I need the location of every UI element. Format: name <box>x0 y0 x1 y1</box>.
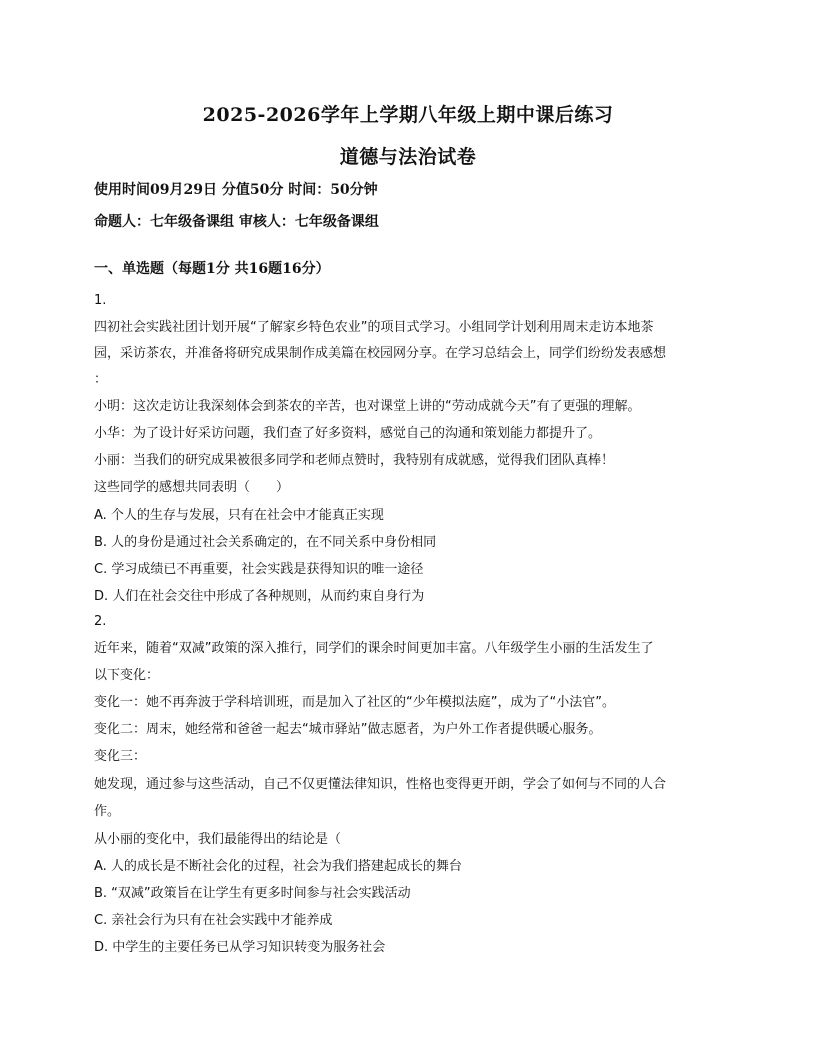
exam-info-line: 使用时间09月29日 分值50分 时间：50分钟 <box>94 182 378 198</box>
question-2-change-2: 变化二：周末，她经常和爸爸一起去“城市驿站”做志愿者，为户外工作者提供暖心服务。 <box>94 722 602 737</box>
question-1-number: 1. <box>94 293 107 308</box>
exam-author-line: 命题人：七年级备课组 审核人：七年级备课组 <box>94 214 379 230</box>
question-1-speaker-2: 小华：为了设计好采访问题，我们查了好多资料，感觉自己的沟通和策划能力都提升了。 <box>94 426 602 441</box>
question-1-stem-line-2: 园，采访茶农，并准备将研究成果制作成美篇在校园网分享。在学习总结会上，同学们纷纷发表感想 <box>94 346 667 361</box>
question-1-speaker-3: 小丽：当我们的研究成果被很多同学和老师点赞时，我特别有成就感，觉得我们团队真棒！ <box>94 453 615 468</box>
question-2-change-3-line-1: 她发现，通过参与这些活动，自己不仅更懂法律知识，性格也变得更开朗，学会了如何与不同的人合 <box>94 777 667 792</box>
question-2-number: 2. <box>94 614 107 629</box>
exam-subject: 道德与法治试卷 <box>339 146 477 168</box>
question-1-stem-line-3: ： <box>94 372 108 387</box>
question-2-option-d: D. 中学生的主要任务已从学习知识转变为服务社会 <box>94 940 386 955</box>
question-2-change-1: 变化一：她不再奔波于学科培训班，而是加入了社区的“少年模拟法庭”，成为了“小法官”。 <box>94 695 615 710</box>
question-2-change-3-line-2: 作。 <box>94 804 121 819</box>
question-2-stem-line-2: 以下变化： <box>94 668 160 683</box>
question-1-option-c: C. 学习成绩已不再重要，社会实践是获得知识的唯一途径 <box>94 562 424 577</box>
question-2-option-c: C. 亲社会行为只有在社会实践中才能养成 <box>94 913 333 928</box>
question-1-prompt: 这些同学的感想共同表明（ ） <box>94 480 290 495</box>
question-2-prompt: 从小丽的变化中，我们最能得出的结论是（ <box>94 832 342 847</box>
question-1-option-d: D. 人们在社会交往中形成了各种规则，从而约束自身行为 <box>94 589 425 604</box>
question-1-option-a: A. 个人的生存与发展，只有在社会中才能真正实现 <box>94 508 384 523</box>
question-1-speaker-1: 小明：这次走访让我深刻体会到茶农的辛苦，也对课堂上讲的“劳动成就今天”有了更强的理解。 <box>94 399 641 414</box>
question-2-option-a: A. 人的成长是不断社会化的过程，社会为我们搭建起成长的舞台 <box>94 859 462 874</box>
question-1-stem-line-1: 四初社会实践社团计划开展“了解家乡特色农业”的项目式学习。小组同学计划利用周末走访本地茶 <box>94 320 654 335</box>
question-2-stem-line-1: 近年来，随着“双减”政策的深入推行，同学们的课余时间更加丰富。八年级学生小丽的生活发生了 <box>94 641 654 656</box>
exam-title: 2025-2026学年上学期八年级上期中课后练习 <box>202 104 614 126</box>
section-heading-single-choice: 一、单选题（每题1分 共16题16分） <box>94 261 330 277</box>
question-2-option-b: B. “双减”政策旨在让学生有更多时间参与社会实践活动 <box>94 886 411 901</box>
question-2-change-3-label: 变化三： <box>94 749 147 764</box>
question-1-option-b: B. 人的身份是通过社会关系确定的，在不同关系中身份相同 <box>94 535 437 550</box>
